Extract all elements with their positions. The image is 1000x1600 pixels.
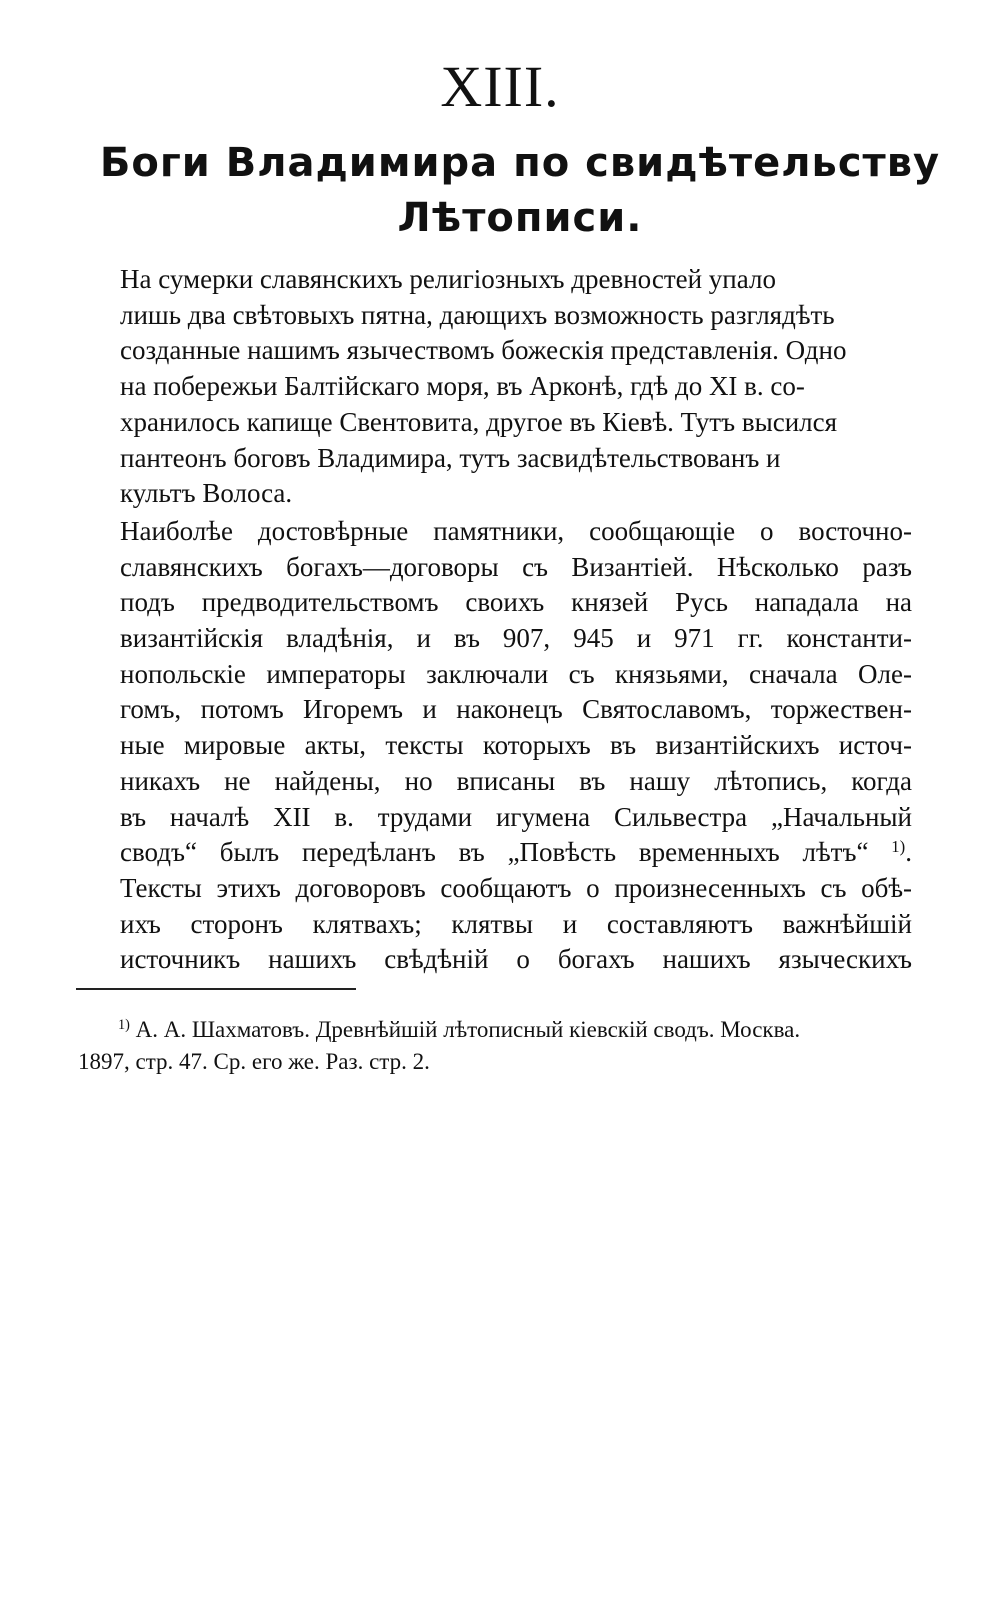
- text-line: никахъ не найдены, но вписаны въ нашу лѣтопись, когда: [120, 765, 912, 796]
- text-line: пантеонъ боговъ Владимира, тутъ засвидѣтельствованъ и: [120, 442, 781, 473]
- footnote-line-2: 1897, стр. 47. Ср. его же. Раз. стр. 2.: [78, 1049, 430, 1074]
- footnote-divider: [76, 988, 356, 990]
- text-line: ихъ сторонъ клятвахъ; клятвы и составляютъ важнѣйшій: [120, 908, 912, 939]
- footnote-ref-trailer: .: [905, 837, 912, 868]
- text-line: въ началѣ XII в. трудами игумена Сильвестра „Начальный: [120, 801, 912, 832]
- text-line: сводъ“ былъ передѣланъ въ „Повѣсть временныхъ лѣтъ“: [120, 837, 892, 868]
- text-line: гомъ, потомъ Игоремъ и наконецъ Святославомъ, торжествен-: [120, 694, 912, 725]
- chapter-title-line-1: Боги Владимира по свидѣтельству: [99, 140, 941, 186]
- text-line: Тексты этихъ договоровъ сообщаютъ о произнесенныхъ съ обѣ-: [120, 872, 912, 903]
- text-line: Наиболѣе достовѣрные памятники, сообщающіе о восточно-: [120, 515, 912, 546]
- footnote-line-1: [78, 1014, 924, 1046]
- text-line: хранилось капище Свентовита, другое въ Кіевѣ. Тутъ высился: [120, 406, 838, 437]
- text-line: ные мировые акты, тексты которыхъ въ византійскихъ источ-: [120, 730, 912, 761]
- chapter-number: XIII.: [440, 54, 560, 119]
- text-line: лишь два свѣтовыхъ пятна, дающихъ возможность разглядѣть: [120, 299, 835, 330]
- body-text: [68, 262, 912, 978]
- footnote-text-1: А. А. Шахматовъ. Древнѣйшій лѣтописный кіевскій сводъ. Москва.: [129, 1017, 801, 1042]
- chapter-title: [80, 136, 960, 246]
- paragraph-1: [68, 262, 912, 512]
- text-line: источникъ нашихъ свѣдѣній о богахъ нашихъ языческихъ: [120, 944, 912, 975]
- footnote-reference: 1): [891, 837, 906, 857]
- text-line: славянскихъ богахъ—договоры съ Византіей. Нѣсколько разъ: [120, 551, 912, 582]
- text-line: нопольскіе императоры заключали съ князьями, сначала Оле-: [120, 658, 912, 689]
- text-line: подъ предводительствомъ своихъ князей Русь нападала на: [120, 587, 912, 618]
- text-line: созданные нашимъ язычествомъ божескія представленія. Одно: [120, 335, 847, 366]
- text-line: на побережьи Балтійскаго моря, въ Арконѣ, гдѣ до XI в. со-: [120, 371, 805, 402]
- footnote-marker: 1): [118, 1017, 130, 1034]
- paragraph-2: [68, 514, 912, 978]
- text-line: византійскія владѣнія, и въ 907, 945 и 971 гг. константи-: [120, 623, 912, 654]
- chapter-title-line-2: Лѣтописи.: [397, 195, 643, 241]
- text-line: На сумерки славянскихъ религіозныхъ древностей упало: [120, 264, 776, 294]
- text-line: культъ Волоса.: [120, 478, 293, 509]
- text-line-with-footnote-ref: [68, 835, 912, 871]
- footnote: [78, 1014, 924, 1078]
